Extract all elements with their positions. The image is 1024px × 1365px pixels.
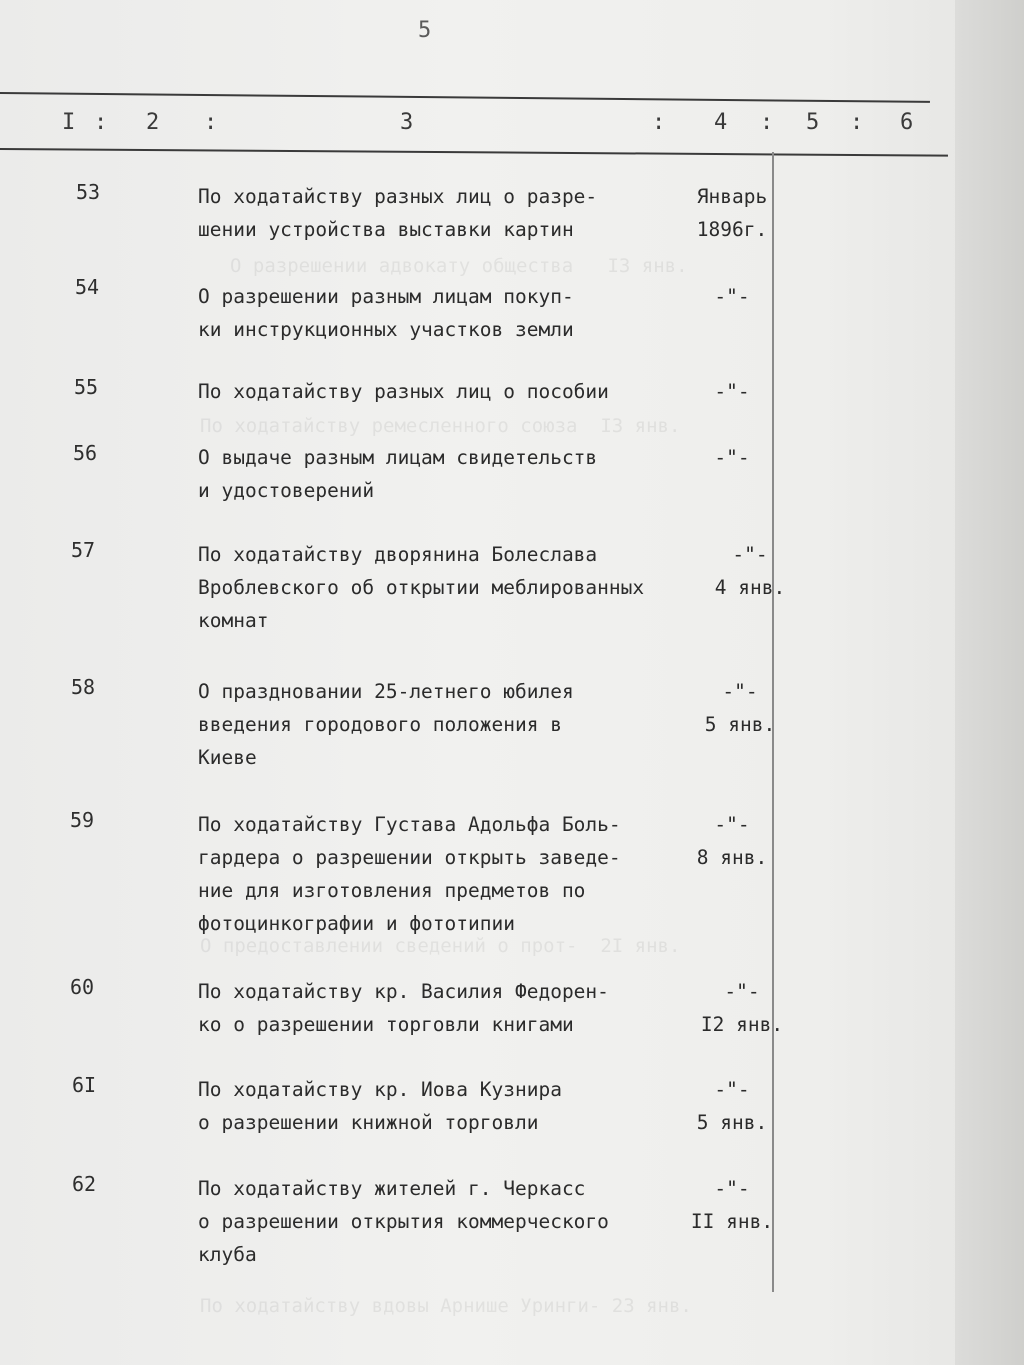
case-date: -"- II янв. [690, 1177, 774, 1233]
header-separator: : [204, 110, 218, 135]
case-description: О праздновании 25-летнего юбилея введения городового положения в Киеве [198, 680, 574, 769]
case-number: 57 [70, 538, 96, 562]
case-date: -"- [714, 380, 750, 403]
case-description: О разрешении разным лицам покуп- ки инструкционных участков земли [198, 285, 574, 341]
case-description: По ходатайству кр. Василия Федорен- ко о разрешении торговли книгами [198, 980, 609, 1036]
header-col-5: 5 [806, 110, 820, 135]
case-date: -"- [714, 285, 750, 308]
case-date: -"- [714, 446, 750, 469]
case-date: -"- 8 янв. [696, 813, 768, 869]
page-edge-shadow [955, 0, 1024, 1365]
case-number: 59 [69, 808, 95, 832]
case-description: По ходатайству разных лиц о разре- шении устройства выставки картин [198, 185, 598, 241]
page-number: 5 [418, 18, 432, 43]
case-number: 53 [75, 180, 101, 204]
case-number: 6I [71, 1073, 97, 1097]
case-number: 58 [70, 675, 96, 699]
bleed-through-text: О предоставлении сведений о прот- 2I янв. [200, 935, 681, 957]
bleed-through-text: О разрешении адвокату общества I3 янв. [230, 255, 688, 277]
case-number: 62 [71, 1172, 97, 1196]
header-top-rule [0, 92, 930, 103]
case-description: По ходатайству Густава Адольфа Боль- гардера о разрешении открыть заведе- ние для изготовления предметов по фотоцинкографии и фототипии [198, 813, 621, 935]
case-date: -"- 4 янв. [714, 543, 786, 599]
case-description: О выдаче разным лицам свидетельств и удостоверений [198, 446, 598, 502]
header-separator: : [94, 110, 108, 135]
case-description: По ходатайству кр. Иова Кузнира о разрешении книжной торговли [198, 1078, 562, 1134]
header-col-6: 6 [900, 110, 914, 135]
case-number: 55 [73, 375, 99, 399]
case-date: -"- 5 янв. [704, 680, 776, 736]
header-col-1: I [62, 110, 76, 135]
header-separator: : [850, 110, 864, 135]
case-number: 60 [69, 975, 95, 999]
case-date: -"- I2 янв. [700, 980, 784, 1036]
case-number: 56 [72, 441, 98, 465]
header-bottom-rule [0, 148, 948, 157]
case-description: По ходатайству разных лиц о пособии [198, 380, 609, 403]
header-separator: : [760, 110, 774, 135]
header-col-4: 4 [714, 110, 728, 135]
case-date: Январь 1896г. [696, 185, 768, 241]
bleed-through-text: По ходатайству вдовы Арнише Уринги- 23 янв. [200, 1295, 692, 1317]
case-number: 54 [74, 275, 100, 299]
bleed-through-text: По ходатайству ремесленного союза I3 янв. [200, 415, 681, 437]
case-description: По ходатайству дворянина Болеслава Вроблевского об открытии меблированных комнат [198, 543, 645, 632]
case-date: -"- 5 янв. [696, 1078, 768, 1134]
header-col-2: 2 [146, 110, 160, 135]
header-separator: : [652, 110, 666, 135]
header-col-3: 3 [400, 110, 414, 135]
case-description: По ходатайству жителей г. Черкасс о разрешении открытия коммерческого клуба [198, 1177, 609, 1266]
